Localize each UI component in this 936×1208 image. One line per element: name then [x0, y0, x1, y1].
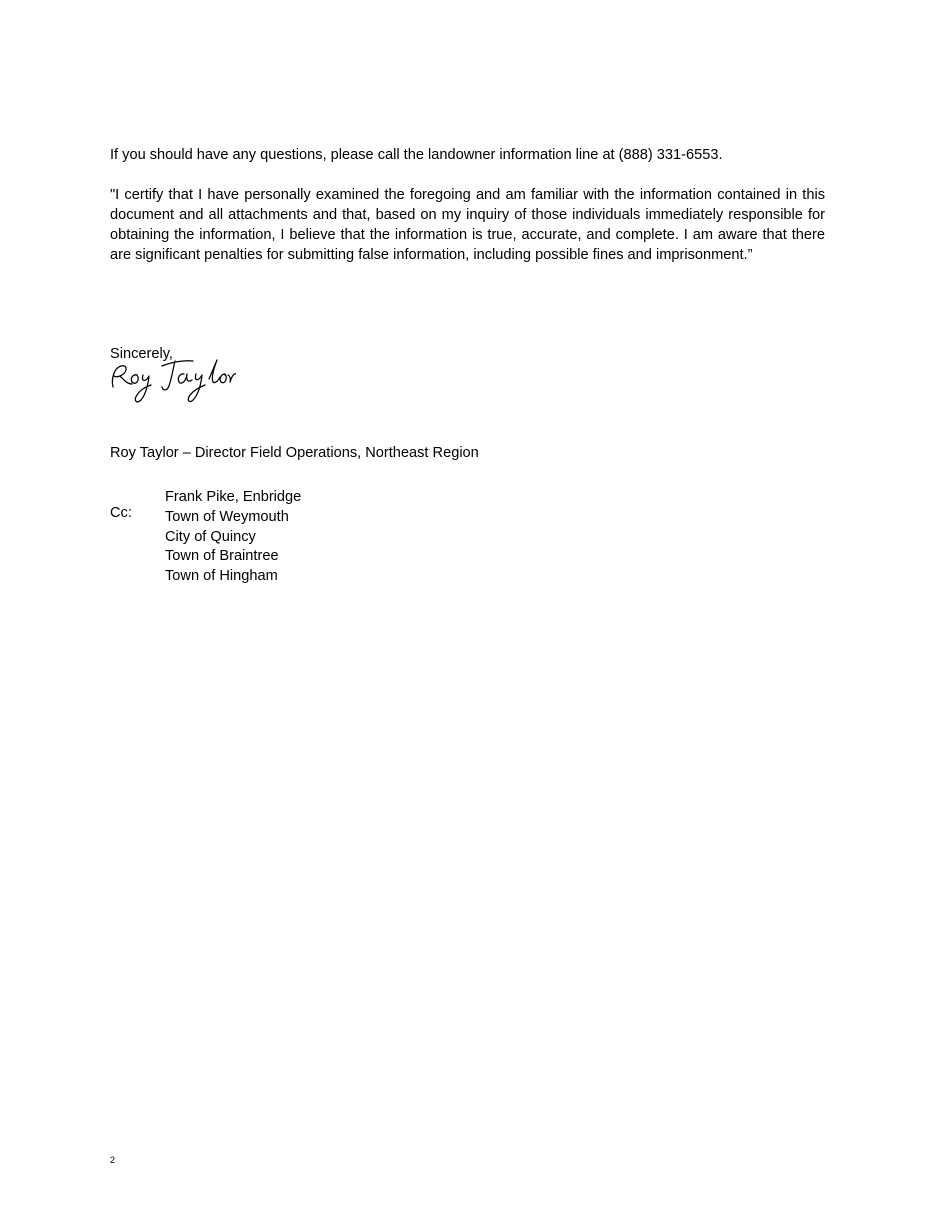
cc-recipient-town-of-weymouth: Town of Weymouth: [165, 508, 289, 525]
cc-recipient-town-of-hingham: Town of Hingham: [165, 568, 278, 585]
cc-label: Cc:: [110, 504, 132, 521]
cc-recipient-frank-pike: Frank Pike, Enbridge: [165, 489, 302, 505]
page-number: 2: [110, 1155, 116, 1165]
cc-recipient-city-of-quincy: City of Quincy: [165, 528, 256, 545]
cc-recipient-town-of-braintree: Town of Braintree: [165, 548, 279, 565]
handwritten-signature: [106, 356, 236, 408]
closing-salutation: Sincerely,: [110, 345, 173, 362]
signer-title-line: Roy Taylor – Director Field Operations, Northeast Region: [110, 444, 479, 461]
contact-question-text: If you should have any questions, please call the landowner information line at (888) 331-6553.: [110, 146, 723, 163]
signature-graphic: [106, 356, 236, 408]
cc-recipients-list: [165, 488, 301, 587]
certification-statement: "I certify that I have personally examined the foregoing and am familiar with the information contained in this document and all attachments and that, based on my inquiry of those individuals immediately responsible for obtaining the information, I believe that the information is true, accurate, and complete. I am aware that there are significant penalties for submitting false information, including possible fines and imprisonment.”: [110, 186, 825, 263]
